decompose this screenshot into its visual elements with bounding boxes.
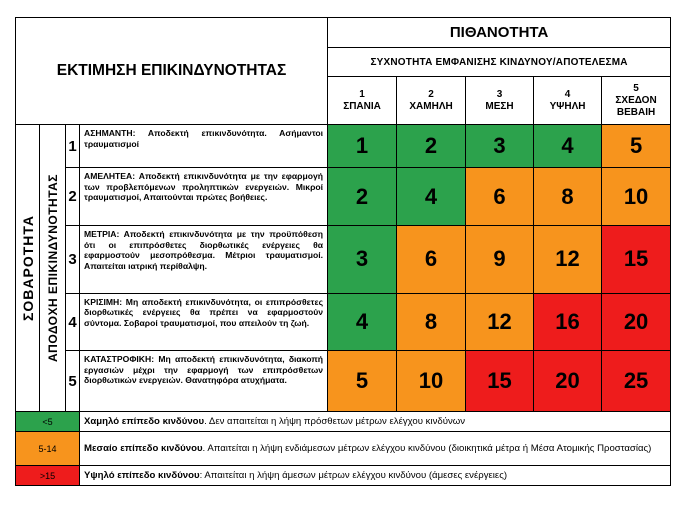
column-header-3: 3 ΜΕΣΗ	[466, 77, 534, 125]
risk-cell-2-2: 4	[397, 168, 466, 226]
acceptance-axis-label: ΑΠΟΔΟΧΗ ΕΠΙΚΙΝΔΥΝΟΤΗΤΑΣ	[40, 125, 66, 412]
risk-cell-1-3: 3	[466, 125, 534, 168]
risk-cell-1-4: 4	[534, 125, 602, 168]
risk-cell-4-5: 20	[602, 293, 671, 351]
severity-level-3: 3	[66, 226, 80, 294]
severity-axis-label: ΣΟΒΑΡΟΤΗΤΑ	[16, 125, 40, 412]
severity-level-5: 5	[66, 351, 80, 412]
severity-description-4: ΚΡΙΣΙΜΗ: Μη αποδεκτή επικινδυνότητα, οι επιπρόσθετες διορθωτικές ενέργειες θα πρέπει να εφαρμοστούν σύντομα. Σοβαροί τραυματισμοί, που απειλούν τη ζωή.	[80, 293, 328, 351]
risk-cell-4-1: 4	[328, 293, 397, 351]
severity-description-3: ΜΕΤΡΙΑ: Αποδεκτή επικινδυνότητα με την προϋπόθεση ότι οι επιπρόσθετες διορθωτικές ενέργειες θα εφαρμοστούν μεσοπρόθεσμα. Μέτριοι τραυματισμοί. Απαιτείται ιατρική περίθαλψη.	[80, 226, 328, 294]
frequency-title: ΣΥΧΝΟΤΗΤΑ ΕΜΦΑΝΙΣΗΣ ΚΙΝΔΥΝΟΥ/ΑΠΟΤΕΛΕΣΜΑ	[328, 48, 671, 77]
risk-cell-5-3: 15	[466, 351, 534, 412]
severity-level-4: 4	[66, 293, 80, 351]
column-header-4: 4 ΥΨΗΛΗ	[534, 77, 602, 125]
legend-medium-text: Μεσαίο επίπεδο κινδύνου. Απαιτείται η λήψη ενδιάμεσων μέτρων ελέγχου κινδύνου (διοικητικά μέτρα ή Μέσα Ατομικής Προστασίας)	[80, 432, 671, 466]
risk-cell-1-1: 1	[328, 125, 397, 168]
risk-cell-2-1: 2	[328, 168, 397, 226]
legend-medium-range: 5-14	[16, 432, 80, 466]
severity-description-1: ΑΣΗΜΑΝΤΗ: Αποδεκτή επικινδυνότητα. Ασήμαντοι τραυματισμοί	[80, 125, 328, 168]
risk-cell-5-2: 10	[397, 351, 466, 412]
risk-cell-1-5: 5	[602, 125, 671, 168]
risk-cell-2-5: 10	[602, 168, 671, 226]
column-header-1: 1 ΣΠΑΝΙΑ	[328, 77, 397, 125]
column-header-5: 5 ΣΧΕΔΟΝ ΒΕΒΑΙΗ	[602, 77, 671, 125]
severity-description-5: ΚΑΤΑΣΤΡΟΦΙΚΗ: Μη αποδεκτή επικινδυνότητα, διακοπή εργασιών μέχρι την εφαρμογή των επιπρόσθετων διορθωτικών ενεργειών. Θανατηφόρα ατυχήματα.	[80, 351, 328, 412]
risk-cell-4-4: 16	[534, 293, 602, 351]
severity-level-2: 2	[66, 168, 80, 226]
risk-cell-4-3: 12	[466, 293, 534, 351]
column-header-2: 2 ΧΑΜΗΛΗ	[397, 77, 466, 125]
risk-cell-3-4: 12	[534, 226, 602, 294]
legend-high-text: Υψηλό επίπεδο κινδύνου: Απαιτείται η λήψη άμεσων μέτρων ελέγχου κινδύνου (άμεσες ενέργειες)	[80, 466, 671, 486]
risk-cell-4-2: 8	[397, 293, 466, 351]
risk-cell-1-2: 2	[397, 125, 466, 168]
risk-cell-5-5: 25	[602, 351, 671, 412]
risk-cell-3-2: 6	[397, 226, 466, 294]
matrix-title: ΕΚΤΙΜΗΣΗ ΕΠΙΚΙΝΔΥΝΟΤΗΤΑΣ	[16, 18, 328, 125]
risk-cell-5-1: 5	[328, 351, 397, 412]
severity-description-2: ΑΜΕΛΗΤΕΑ: Αποδεκτή επικινδυνότητα με την εφαρμογή των προβλεπόμενων προληπτικών ενεργειών. Μικροί τραυματισμοί, Απαιτούνται πρώτες βοήθειες.	[80, 168, 328, 226]
risk-cell-2-4: 8	[534, 168, 602, 226]
risk-cell-3-5: 15	[602, 226, 671, 294]
severity-level-1: 1	[66, 125, 80, 168]
legend-low-range: <5	[16, 412, 80, 432]
probability-title: ΠΙΘΑΝΟΤΗΤΑ	[328, 18, 671, 48]
risk-assessment-matrix	[15, 17, 670, 495]
risk-cell-5-4: 20	[534, 351, 602, 412]
risk-cell-3-3: 9	[466, 226, 534, 294]
risk-matrix-table	[15, 17, 671, 486]
risk-cell-3-1: 3	[328, 226, 397, 294]
legend-high-range: >15	[16, 466, 80, 486]
risk-cell-2-3: 6	[466, 168, 534, 226]
legend-low-text: Χαμηλό επίπεδο κινδύνου. Δεν απαιτείται η λήψη πρόσθετων μέτρων ελέγχου κινδύνων	[80, 412, 671, 432]
